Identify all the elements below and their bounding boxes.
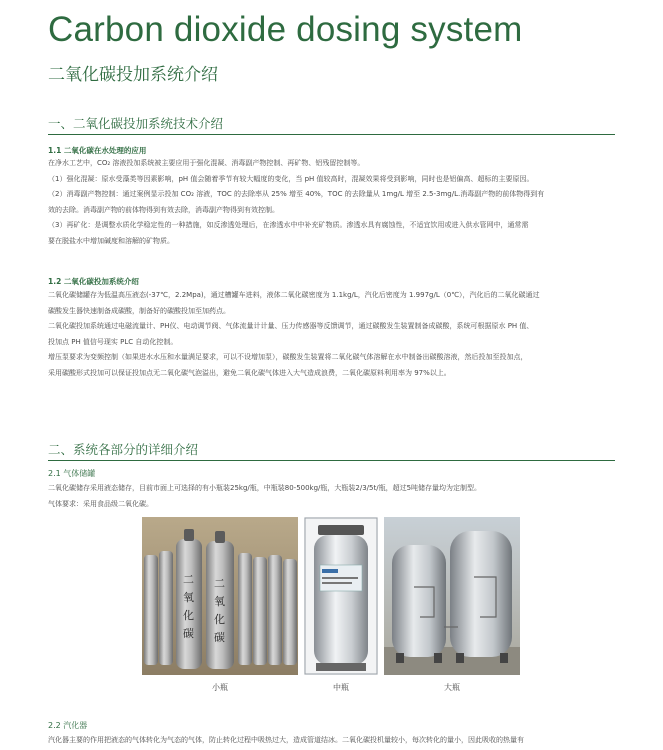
paragraph-line: 二氧化碳储罐存为低温高压液态(-37℃，2.2Mpa)，通过槽罐车进料，液体二氧化碳密度为 1.1kg/L，汽化后密度为 1.997g/L（0℃），汽化后的二氧化碳通过: [48, 291, 540, 299]
paragraph-line: 投加点 PH 值信号现实 PLC 自动化控制。: [48, 337, 178, 346]
section2-1-body: [48, 481, 618, 512]
section2-2-body: [48, 733, 618, 749]
paragraph-line: 碳酸发生器快速制备成碳酸，制备好的碳酸投加至加药点。: [48, 306, 230, 315]
paragraph-line: 要在脱盐水中增加碱度和溶解的矿物质。: [48, 236, 174, 245]
page-title-en: Carbon dioxide dosing system: [48, 10, 523, 49]
paragraph-line: 汽化器主要的作用把液态的气体转化为气态的气体，防止转化过程中吸热过大，造成管道结冰。二氧化碳投机量较小，每次转化的量小，因此吸收的热量有: [48, 736, 524, 744]
large-tanks-photo: [384, 517, 520, 675]
section1-1-body: [48, 156, 618, 249]
svg-text:碳: 碳: [183, 627, 194, 640]
paragraph-line: （2）消毒副产物控制：通过案例显示投加 CO₂ 溶液，TOC 的去除率从 25% 增至 40%，TOC 的去除量从 1mg/L 增至 2.5-3mg/L.消毒副产物的前体物得到有: [48, 190, 545, 198]
dewar-tank-photo: [304, 517, 378, 675]
svg-text:化: 化: [214, 613, 225, 626]
svg-text:氧: 氧: [183, 591, 194, 604]
svg-text:化: 化: [183, 609, 194, 622]
section1-1-heading: 1.1 二氧化碳在水处理的应用: [48, 146, 147, 155]
co2-dewar-tank-icon: [304, 517, 378, 675]
section1-heading: 一、二氧化碳投加系统技术介绍: [48, 116, 224, 131]
paragraph-line: 效的去除。消毒副产物的前体物得到有效去除，消毒副产物得到有效控制。: [48, 205, 279, 214]
caption-small: 小瓶: [212, 683, 228, 692]
small-cylinders-photo: [142, 517, 298, 675]
paragraph-line: （1）强化混凝：原水受藻类等因素影响，pH 值会随着季节有较大幅度的变化，当 pH 值较高时，混凝效果将受到影响，同时也是铝偏高、超标的主要原因。: [48, 174, 534, 183]
section2-heading: 二、系统各部分的详细介绍: [48, 442, 199, 457]
section2-2-heading: 2.2 汽化器: [48, 721, 88, 730]
svg-text:二: 二: [214, 577, 225, 590]
co2-small-cylinders-icon: [142, 517, 298, 675]
svg-text:碳: 碳: [214, 631, 225, 644]
svg-text:氧: 氧: [214, 595, 225, 608]
paragraph-line: 增压泵要求为变频控制（如果进水水压和水量满足要求，可以不设增加泵），碳酸发生装置将二氧化碳气体溶解在水中制备出碳酸溶液，然后投加至投加点，: [48, 353, 528, 361]
paragraph-line: 二氧化碳投加系统通过电磁流量计、PH仪、电动调节阀、气体流量计计量、压力传感器等反馈调节，通过碳酸发生装置制备成碳酸，系统可根据原水 PH 值、: [48, 322, 534, 330]
section1-2-body: [48, 288, 618, 381]
svg-text:二: 二: [183, 573, 194, 586]
paragraph-line: 气体要求：采用食品级二氧化碳。: [48, 499, 153, 508]
co2-large-storage-tanks-icon: [384, 517, 520, 675]
section2-1-heading: 2.1 气体储罐: [48, 469, 96, 478]
page-title-cn: 二氧化碳投加系统介绍: [48, 65, 218, 85]
paragraph-line: （3）再矿化：是调整水质化学稳定性的一种措施，如反渗透处理后，在渗透水中中补充矿物质。渗透水具有腐蚀性，不适宜饮用或进入供水管网中，通常需: [48, 221, 529, 229]
section1-2-heading: 1.2 二氧化碳投加系统介绍: [48, 277, 139, 286]
section2-rule: [48, 460, 615, 461]
paragraph-line: 在净水工艺中，CO₂ 溶液投加系统被主要应用于强化混凝、消毒副产物控制、再矿物、铝残留控制等。: [48, 159, 365, 167]
paragraph-line: 二氧化碳储存采用液态储存，目前市面上可选择的有小瓶装25kg/瓶，中瓶装80-500kg/瓶，大瓶装2/3/5t/瓶，超过5吨储存量均为定制型。: [48, 484, 482, 492]
caption-medium: 中瓶: [333, 683, 349, 692]
caption-large: 大瓶: [444, 683, 460, 692]
paragraph-line: 采用碳酸形式投加可以保证投加点无二氧化碳气泡溢出，避免二氧化碳气体进入大气造成浪费，二氧化碳原料利用率为 97%以上。: [48, 368, 451, 377]
section1-rule: [48, 134, 615, 135]
